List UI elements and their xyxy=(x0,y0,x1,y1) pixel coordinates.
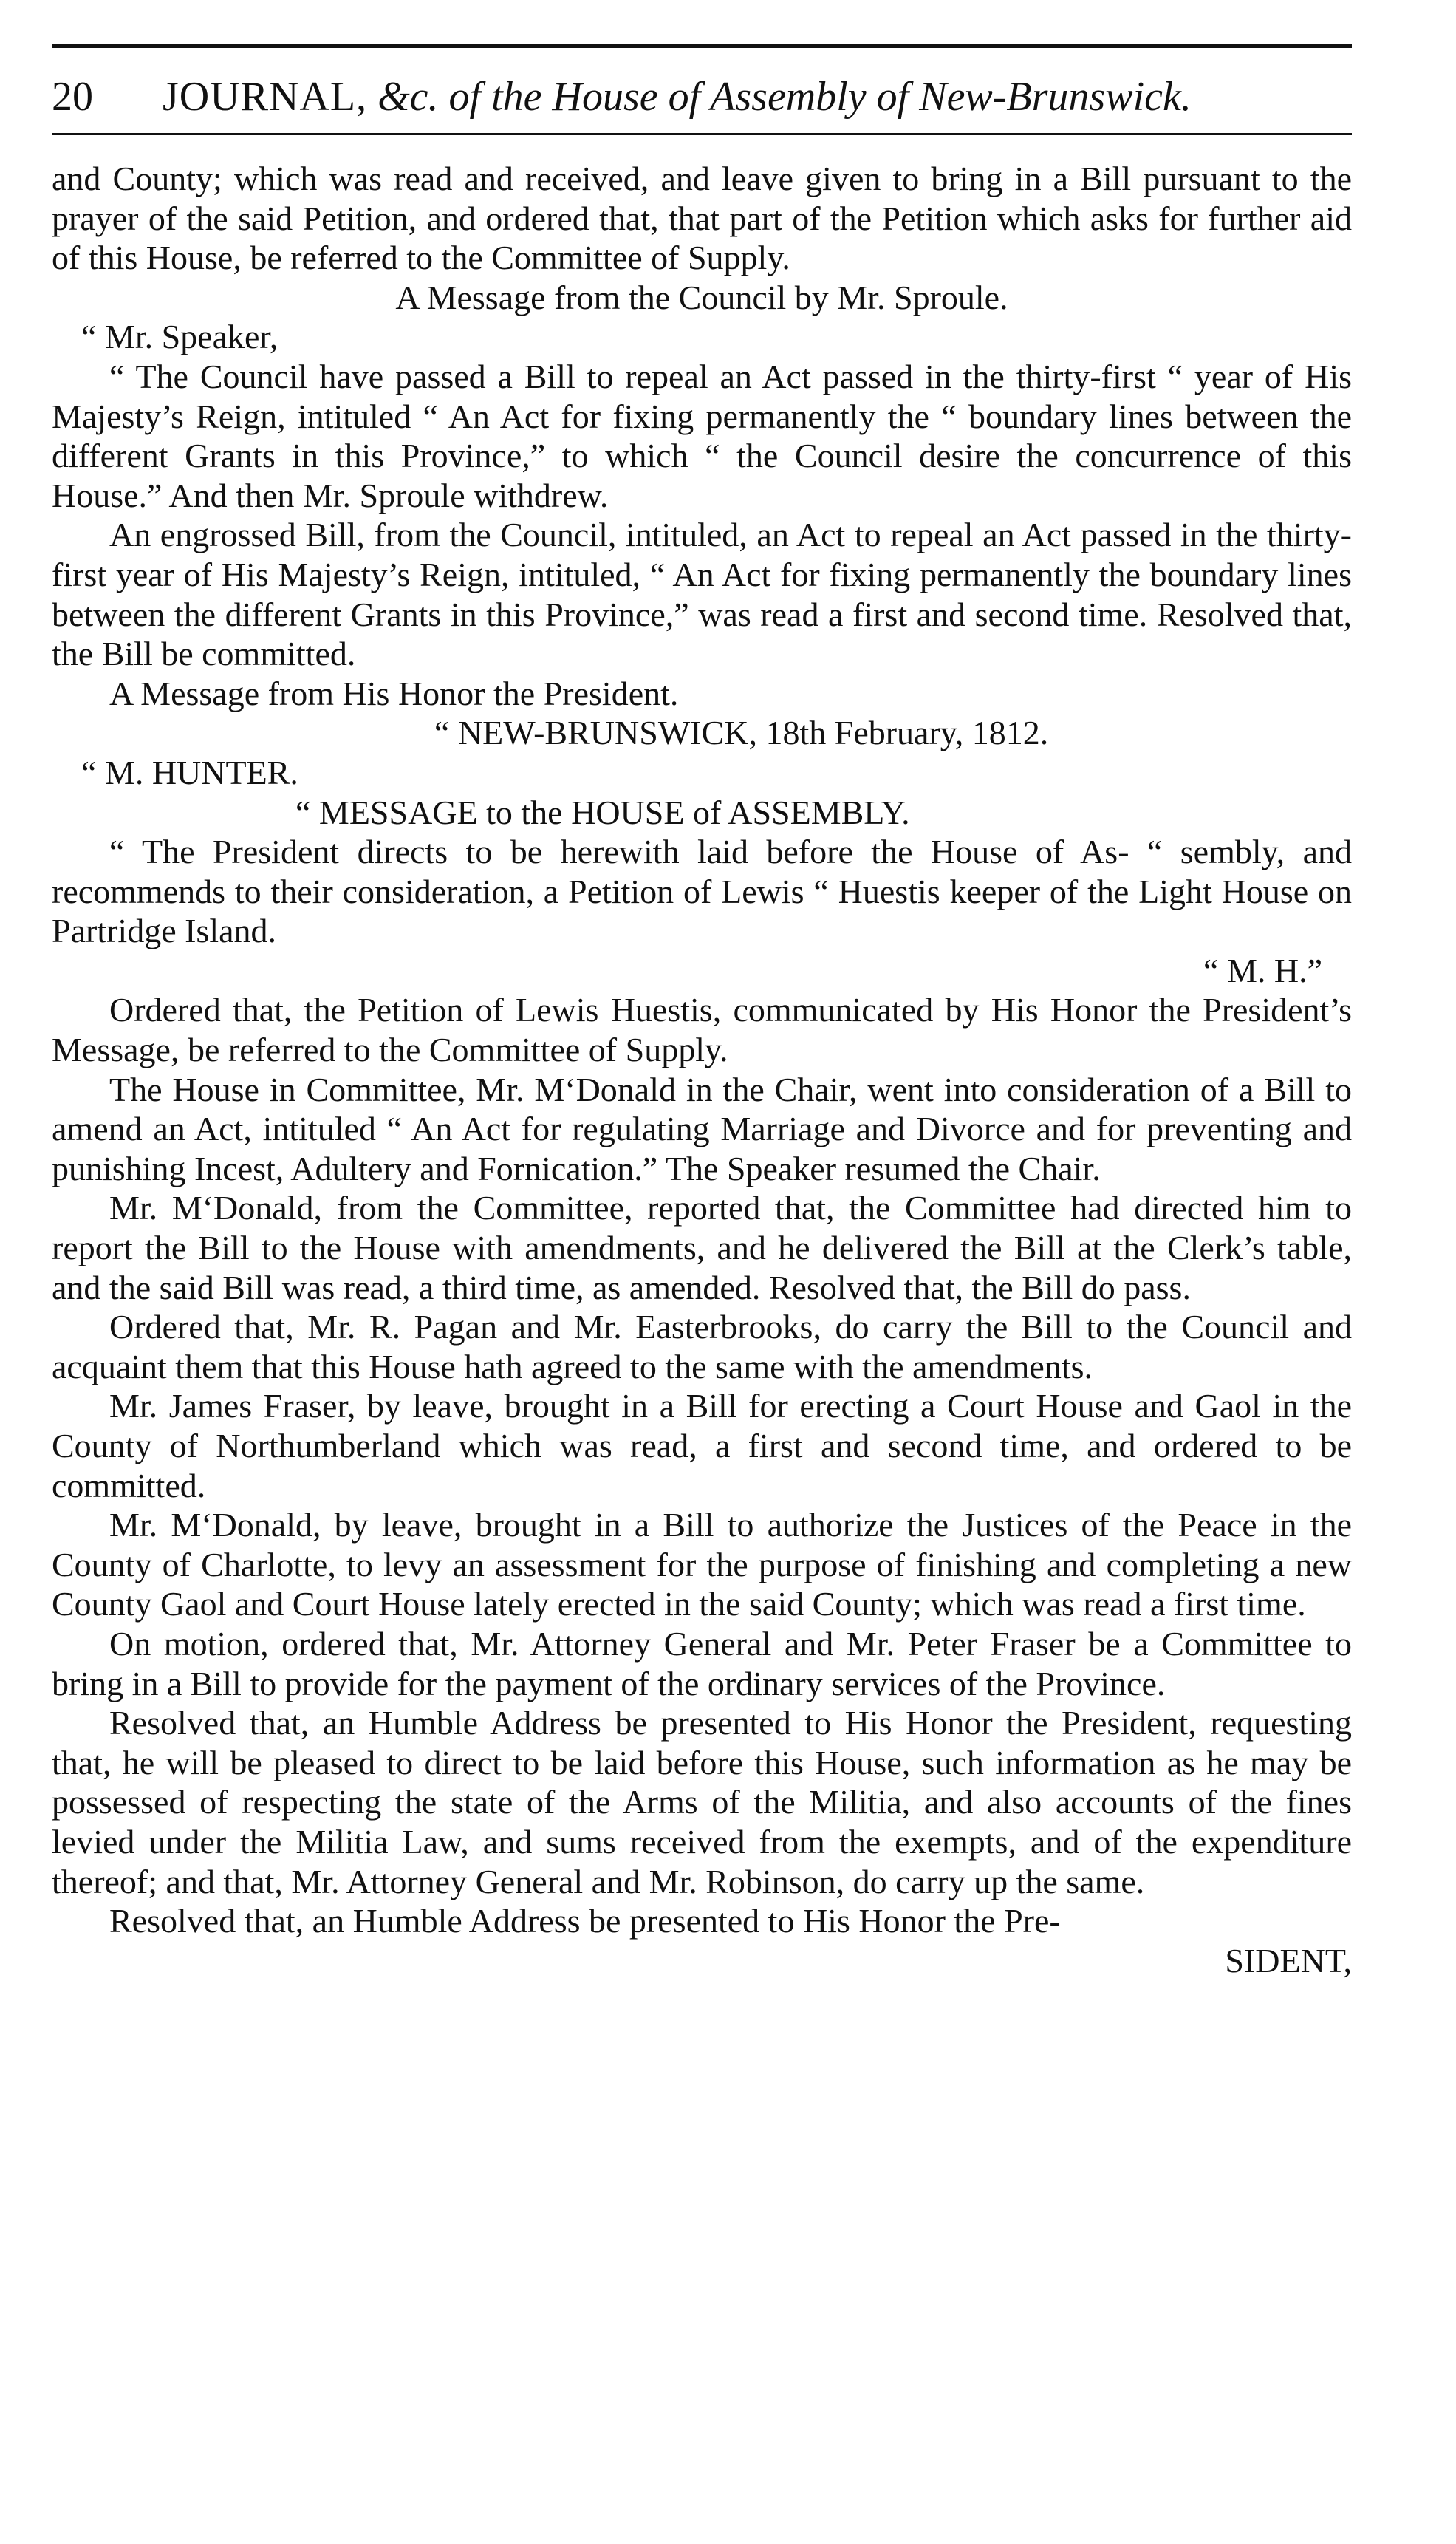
paragraph: Ordered that, Mr. R. Pagan and Mr. Easterbrooks, do carry the Bill to the Council and acquaint them that this House hath agreed to the same with the amendments. xyxy=(52,1308,1352,1385)
page-header xyxy=(52,64,1352,130)
signature-line: “ M. HUNTER. xyxy=(81,753,298,791)
paragraph: and County; which was read and received, and leave given to bring in a Bill pursuant to the prayer of the said Petition, and ordered that, that part of the Petition which asks for further aid of this House, be referred to the Committee of Supply. xyxy=(52,160,1352,277)
paragraph: On motion, ordered that, Mr. Attorney General and Mr. Peter Fraser be a Committee to bring in a Bill to provide for the payment of the ordinary services of the Province. xyxy=(52,1624,1352,1702)
top-rule xyxy=(52,44,1352,48)
running-title-rest: &c. of the House of Assembly of New-Brunswick. xyxy=(377,74,1192,120)
paragraph: Resolved that, an Humble Address be presented to His Honor the President, requesting that, he will be pleased to direct to be laid before this House, such information as he may be possessed of respecting the state of the Arms of the Militia, and also accounts of the fines levied under the Militia Law, and sums received from the exempts, and of the expenditure thereof; and that, Mr. Attorney General and Mr. Robinson, do carry up the same. xyxy=(52,1704,1352,1900)
paragraph: Mr. James Fraser, by leave, brought in a Bill for erecting a Court House and Gaol in the County of Northumberland which was read, a first and second time, and ordered to be committed. xyxy=(52,1387,1352,1504)
paragraph: Ordered that, the Petition of Lewis Huestis, communicated by His Honor the President’s Message, be referred to the Committee of Supply. xyxy=(52,991,1352,1069)
paragraph: An engrossed Bill, from the Council, intituled, an Act to repeal an Act passed in the thirty-first year of His Majesty’s Reign, intituled, “ An Act for fixing permanently the boundary lines between the different Grants in this Province,” was read a first and second time. Resolved that, the Bill be committed. xyxy=(52,516,1352,673)
message-quote: “ The Council have passed a Bill to repeal an Act passed in the thirty-first “ year of His Majesty’s Reign, intituled “ An Act for fixing permanently the “ boundary lines between the different Grants in this Province,” to which “ the Council desire the concurrence of this House.” And then Mr. Sproule withdrew. xyxy=(52,357,1352,514)
running-title-main: JOURNAL, xyxy=(163,74,368,120)
salutation: “ Mr. Speaker, xyxy=(81,318,278,356)
paragraph: Mr. M‘Donald, by leave, brought in a Bill to authorize the Justices of the Peace in the County of Charlotte, to levy an assessment for the purpose of finishing and completing a new County Gaol and Court House lately erected in the said County; which was read a first time. xyxy=(52,1506,1352,1623)
journal-page xyxy=(44,30,1404,2512)
message-title: “ MESSAGE to the HOUSE of ASSEMBLY. xyxy=(295,793,910,831)
catchword: SIDENT, xyxy=(1225,1941,1352,1979)
initials-line: “ M. H.” xyxy=(1203,951,1322,989)
message-heading: A Message from His Honor the President. xyxy=(109,674,679,712)
dateline: “ NEW-BRUNSWICK, 18th February, 1812. xyxy=(434,714,1049,752)
paragraph: The House in Committee, Mr. M‘Donald in the Chair, went into consideration of a Bill to amend an Act, intituled “ An Act for regulating Marriage and Divorce and for preventing and punishing Incest, Adultery and Fornication.” The Speaker resumed the Chair. xyxy=(52,1070,1352,1187)
body-text xyxy=(52,159,1352,1980)
message-quote: “ The President directs to be herewith laid before the House of As- “ sembly, and recommends to their consideration, a Petition of Lewis “ Huestis keeper of the Light House on Partridge Island. xyxy=(52,833,1352,950)
message-heading: A Message from the Council by Mr. Sproule. xyxy=(395,278,1008,316)
page-number: 20 xyxy=(52,74,93,120)
paragraph: Mr. M‘Donald, from the Committee, reported that, the Committee had directed him to report the Bill to the House with amendments, and he delivered the Bill at the Clerk’s table, and the said Bill was read, a third time, as amended. Resolved that, the Bill do pass. xyxy=(52,1189,1352,1306)
header-rule xyxy=(52,133,1352,135)
paragraph: Resolved that, an Humble Address be presented to His Honor the Pre- xyxy=(109,1902,1061,1940)
